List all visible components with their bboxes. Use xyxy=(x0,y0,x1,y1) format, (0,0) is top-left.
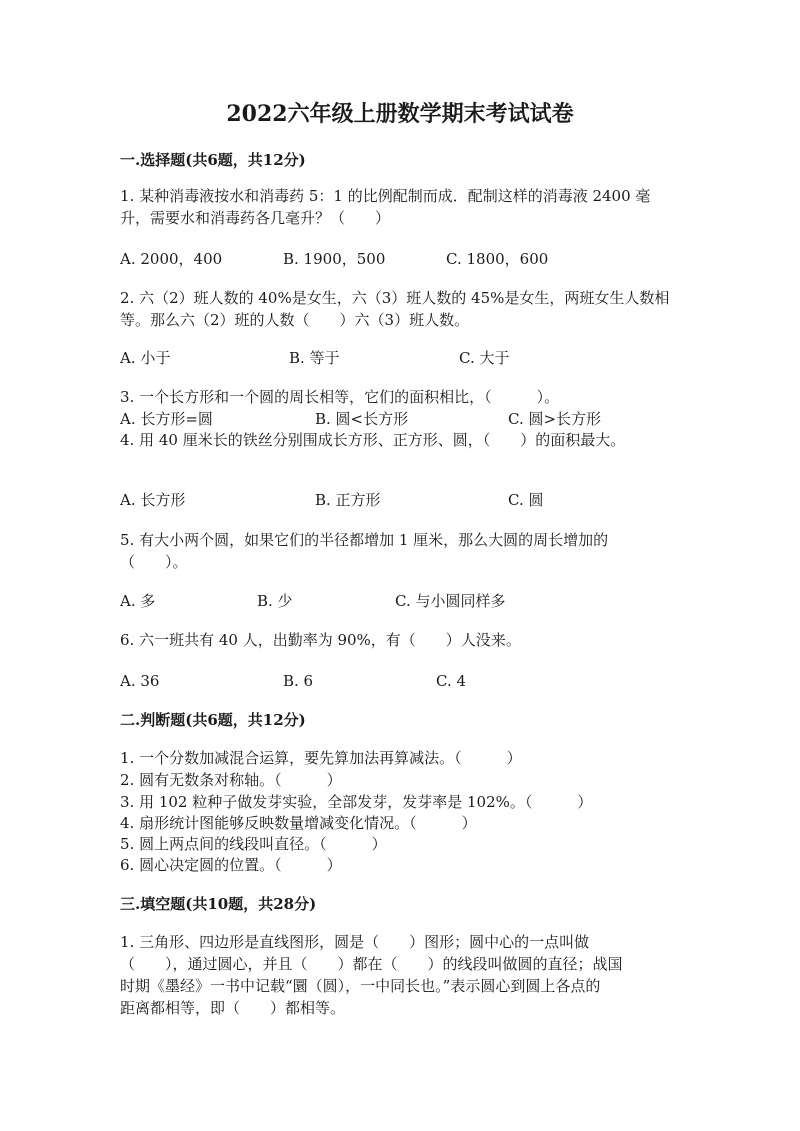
option-b: B. 6 xyxy=(283,672,314,690)
section-heading-judge: 二.判断题(共6题，共12分) xyxy=(120,711,306,729)
option-b: B. 正方形 xyxy=(315,491,381,509)
judge-item: 2. 圆有无数条对称轴。（ ） xyxy=(120,771,342,789)
option-b: B. 1900，500 xyxy=(283,250,386,268)
option-c: C. 大于 xyxy=(459,349,510,367)
option-c: C. 1800，600 xyxy=(446,250,549,268)
option-a: A. 小于 xyxy=(120,349,171,367)
question-text: 3. 一个长方形和一个圆的周长相等，它们的面积相比，（ ）。 xyxy=(120,388,560,406)
question-text: （ ）。 xyxy=(120,553,188,571)
option-a: A. 2000，400 xyxy=(120,250,223,268)
option-a: A. 长方形 xyxy=(120,491,186,509)
question-text: 升，需要水和消毒药各几毫升？（ ） xyxy=(120,209,391,227)
page-title: 2022六年级上册数学期末考试试卷 xyxy=(226,101,574,127)
option-a: A. 36 xyxy=(120,672,160,690)
question-text: 1. 某种消毒液按水和消毒药 5：1 的比例配制而成．配制这样的消毒液 2400 毫 xyxy=(120,187,651,205)
section-heading-fill: 三.填空题(共10题，共28分) xyxy=(120,895,317,913)
judge-item: 5. 圆上两点间的线段叫直径。（ ） xyxy=(120,835,387,853)
option-c: C. 4 xyxy=(436,672,467,690)
option-b: B. 圆<长方形 xyxy=(315,410,409,428)
option-a: A. 长方形=圆 xyxy=(120,410,213,428)
fill-text: （ ），通过圆心，并且（ ）都在（ ）的线段叫做圆的直径；战国 xyxy=(120,955,623,973)
option-a: A. 多 xyxy=(120,592,156,610)
question-text: 5. 有大小两个圆，如果它们的半径都增加 1 厘米，那么大圆的周长增加的 xyxy=(120,531,609,549)
judge-item: 1. 一个分数加减混合运算，要先算加法再算减法。（ ） xyxy=(120,749,522,767)
judge-item: 6. 圆心决定圆的位置。（ ） xyxy=(120,856,342,874)
question-text: 2. 六（2）班人数的 40%是女生，六（3）班人数的 45%是女生，两班女生人数相 xyxy=(120,289,670,307)
question-text: 6. 六一班共有 40 人，出勤率为 90%，有（ ）人没来。 xyxy=(120,631,521,649)
option-b: B. 等于 xyxy=(289,349,340,367)
option-c: C. 圆>长方形 xyxy=(508,410,602,428)
judge-item: 3. 用 102 粒种子做发芽实验，全部发芽，发芽率是 102%。（ ） xyxy=(120,793,593,811)
judge-item: 4. 扇形统计图能够反映数量增减变化情况。（ ） xyxy=(120,814,477,832)
option-b: B. 少 xyxy=(257,592,293,610)
fill-text: 1. 三角形、四边形是直线图形，圆是（ ）图形；圆中心的一点叫做 xyxy=(120,933,590,951)
option-c: C. 与小圆同样多 xyxy=(395,592,506,610)
fill-text: 时期《墨经》一书中记载“圜（圆），一中同长也。”表示圆心到圆上各点的 xyxy=(120,977,601,995)
option-c: C. 圆 xyxy=(508,491,544,509)
question-text: 4. 用 40 厘米长的铁丝分别围成长方形、正方形、圆，（ ）的面积最大。 xyxy=(120,431,626,449)
section-heading-choice: 一.选择题(共6题，共12分) xyxy=(120,151,306,169)
question-text: 等。那么六（2）班的人数（ ）六（3）班人数。 xyxy=(120,311,470,329)
fill-text: 距离都相等，即（ ）都相等。 xyxy=(120,999,346,1017)
